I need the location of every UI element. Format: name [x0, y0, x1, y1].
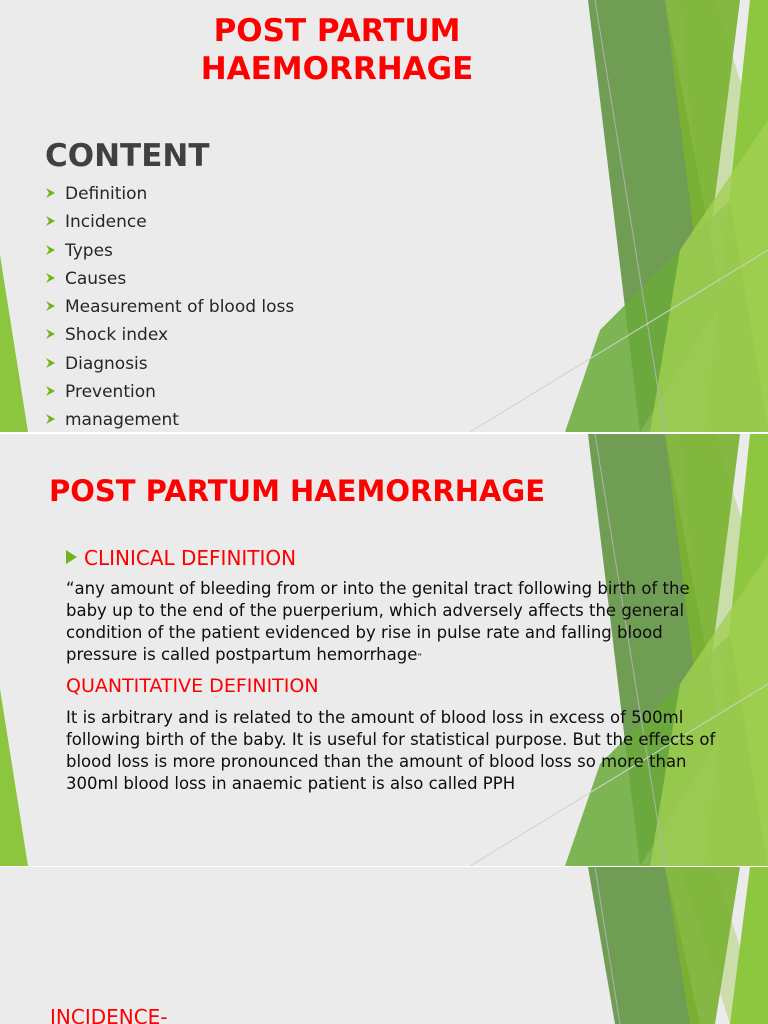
arrow-bullet-icon [46, 414, 55, 424]
arrow-bullet-icon [46, 301, 55, 311]
list-item: Incidence [46, 210, 294, 238]
arrow-bullet-icon [46, 358, 55, 368]
arrow-bullet-icon [46, 245, 55, 255]
slide-content [0, 0, 768, 432]
arrow-bullet-icon [46, 188, 55, 198]
clinical-definition-text: “any amount of bleeding from or into the genital tract following birth of the baby up to the end of the puerperium, which adversely affects the general condition of the patient evidenced by rise in pulse rate and falling blood pressure is called postpartum hemorrhage” [66, 579, 690, 664]
arrow-bullet-icon [46, 386, 55, 396]
list-item: Measurement of blood loss [46, 295, 294, 323]
list-item: Causes [46, 267, 294, 295]
quantitative-definition-text: It is arbitrary and is related to the amount of blood loss in excess of 500ml following birth of the baby. It is useful for statistical purpose. But the effects of blood loss is more pronounced than the amount of blood loss so more than 300ml blood loss in anaemic patient is also called PPH [66, 708, 716, 793]
arrow-bullet-icon [46, 329, 55, 339]
list-item: Types [46, 239, 294, 267]
green-decoration [0, 867, 768, 1024]
content-heading: CONTENT [45, 138, 210, 174]
list-item: management [46, 408, 294, 432]
slide-title: POST PARTUM HAEMORRHAGE [49, 474, 546, 508]
arrow-bullet-icon [46, 216, 55, 226]
quantitative-definition-heading: QUANTITATIVE DEFINITION [66, 675, 319, 697]
slide-title: POST PARTUM HAEMORRHAGE [200, 13, 474, 87]
slide-definition [0, 434, 768, 866]
list-item: Definition [46, 182, 294, 210]
incidence-heading: INCIDENCE- [50, 1005, 168, 1024]
arrow-bullet-icon [46, 273, 55, 283]
clinical-definition-heading: CLINICAL DEFINITION [84, 546, 297, 570]
list-item: Diagnosis [46, 352, 294, 380]
list-item: Shock index [46, 323, 294, 351]
slide-incidence [0, 867, 768, 1024]
triangle-bullet-icon [66, 550, 77, 564]
content-list [46, 182, 294, 432]
list-item: Prevention [46, 380, 294, 408]
